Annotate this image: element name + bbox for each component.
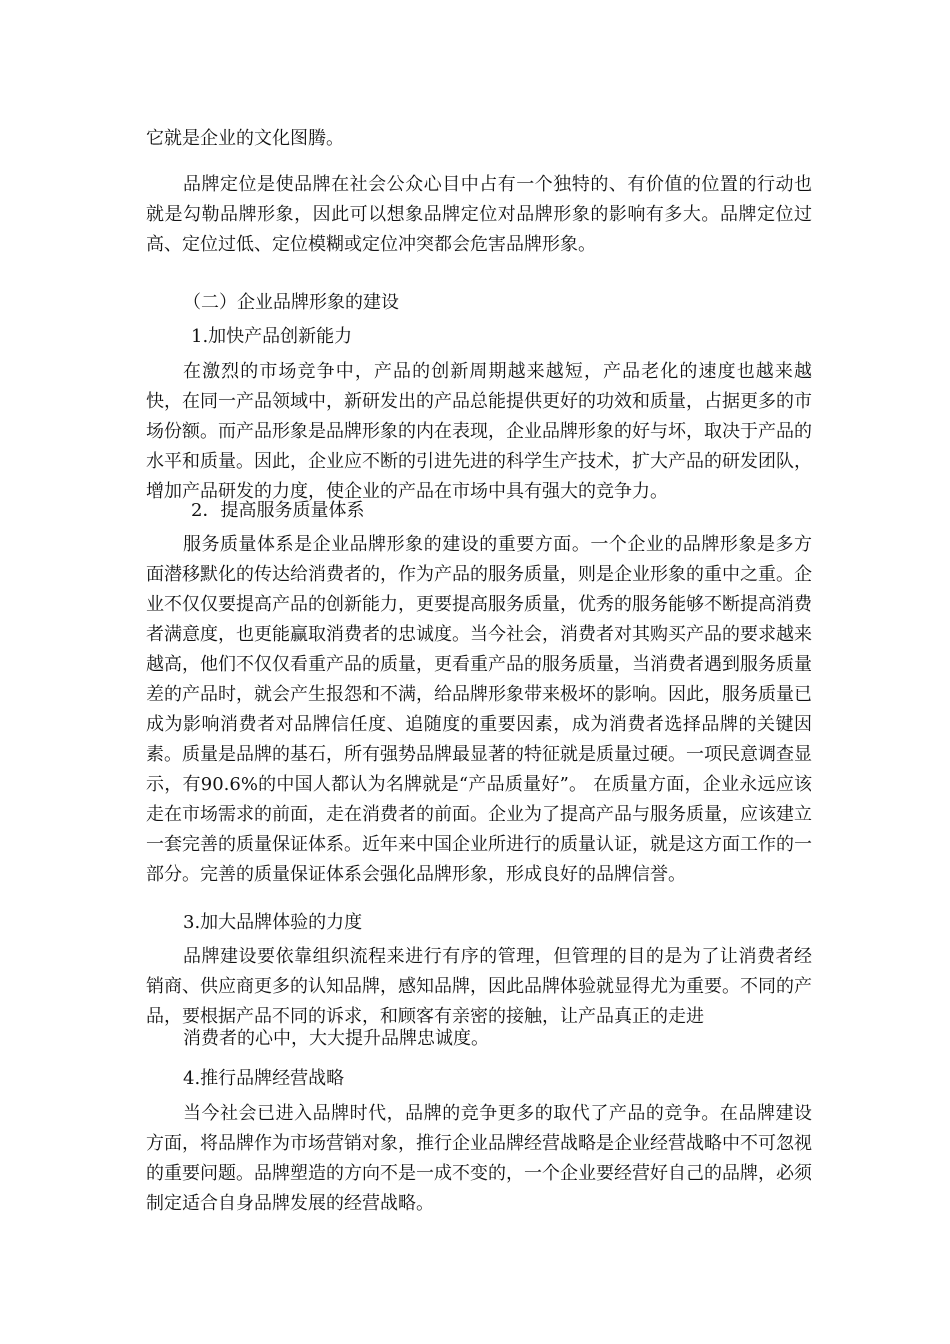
paragraph-product-innovation: 在激烈的市场竞争中，产品的创新周期越来越短，产品老化的速度也越来越快，在同一产品领域中，新研发出的产品总能提供更好的功效和质量，占据更多的市场份额。而产品形象是品牌形象的内在表现，企业品牌形象的好与坏，取决于产品的水平和质量。因此，企业应不断的引进先进的科学生产技术，扩大产品的研发团队，增加产品研发的力度，使企业的产品在市场中具有强大的竞争力。 <box>146 361 812 502</box>
subheading-4: 4.推行品牌经营战略 <box>183 1068 345 1089</box>
paragraph-brand-strategy: 当今社会已进入品牌时代，品牌的竞争更多的取代了产品的竞争。在品牌建设方面，将品牌作为市场营销对象，推行企业品牌经营战略是企业经营战略中不可忽视的重要问题。品牌塑造的方向不是一成不变的，一个企业要经营好自己的品牌，必须制定适合自身品牌发展的经营战略。 <box>146 1103 812 1214</box>
paragraph-continuation: 它就是企业的文化图腾。 <box>146 128 344 149</box>
paragraph-service-quality: 服务质量体系是企业品牌形象的建设的重要方面。一个企业的品牌形象是多方面潜移默化的传达给消费者的，作为产品的服务质量，则是企业形象的重中之重。企业不仅仅要提高产品的创新能力，更要提高服务质量，优秀的服务能够不断提高消费者满意度，也更能赢取消费者的忠诚度。当今社会，消费者对其购买产品的要求越来越高，他们不仅仅看重产品的质量，更看重产品的服务质量，当消费者遇到服务质量差的产品时，就会产生报怨和不满，给品牌形象带来极坏的影响。因此，服务质量已成为影响消费者对品牌信任度、追随度的重要因素，成为消费者选择品牌的关键因素。质量是品牌的基石，所有强势品牌最显著的特征就是质量过硬。一项民意调查显示，有90.6%的中国人都认为名牌就是“产品质量好”。 在质量方面，企业永远应该走在市场需求的前面，走在消费者的前面。企业为了提高产品与服务质量，应该建立一套完善的质量保证体系。近年来中国企业所进行的质量认证，就是这方面工作的一部分。完善的质量保证体系会强化品牌形象，形成良好的品牌信誉。 <box>146 534 812 885</box>
subheading-2: 2．提高服务质量体系 <box>191 500 365 521</box>
section-heading: （二）企业品牌形象的建设 <box>183 292 399 313</box>
paragraph-brand-experience: 品牌建设要依靠组织流程来进行有序的管理，但管理的目的是为了让消费者经销商、供应商更多的认知品牌，感知品牌，因此品牌体验就显得尤为重要。不同的产品，要根据产品不同的诉求，和顾客有亲密的接触，让产品真正的走进 <box>146 946 812 1027</box>
subheading-3: 3.加大品牌体验的力度 <box>183 912 363 933</box>
paragraph-brand-loyalty: 消费者的心中，大大提升品牌忠诚度。 <box>183 1028 489 1049</box>
subheading-1: 1.加快产品创新能力 <box>191 326 353 347</box>
paragraph-brand-positioning: 品牌定位是使品牌在社会公众心目中占有一个独特的、有价值的位置的行动也就是勾勒品牌形象，因此可以想象品牌定位对品牌形象的影响有多大。品牌定位过高、定位过低、定位模糊或定位冲突都会危害品牌形象。 <box>146 174 812 255</box>
